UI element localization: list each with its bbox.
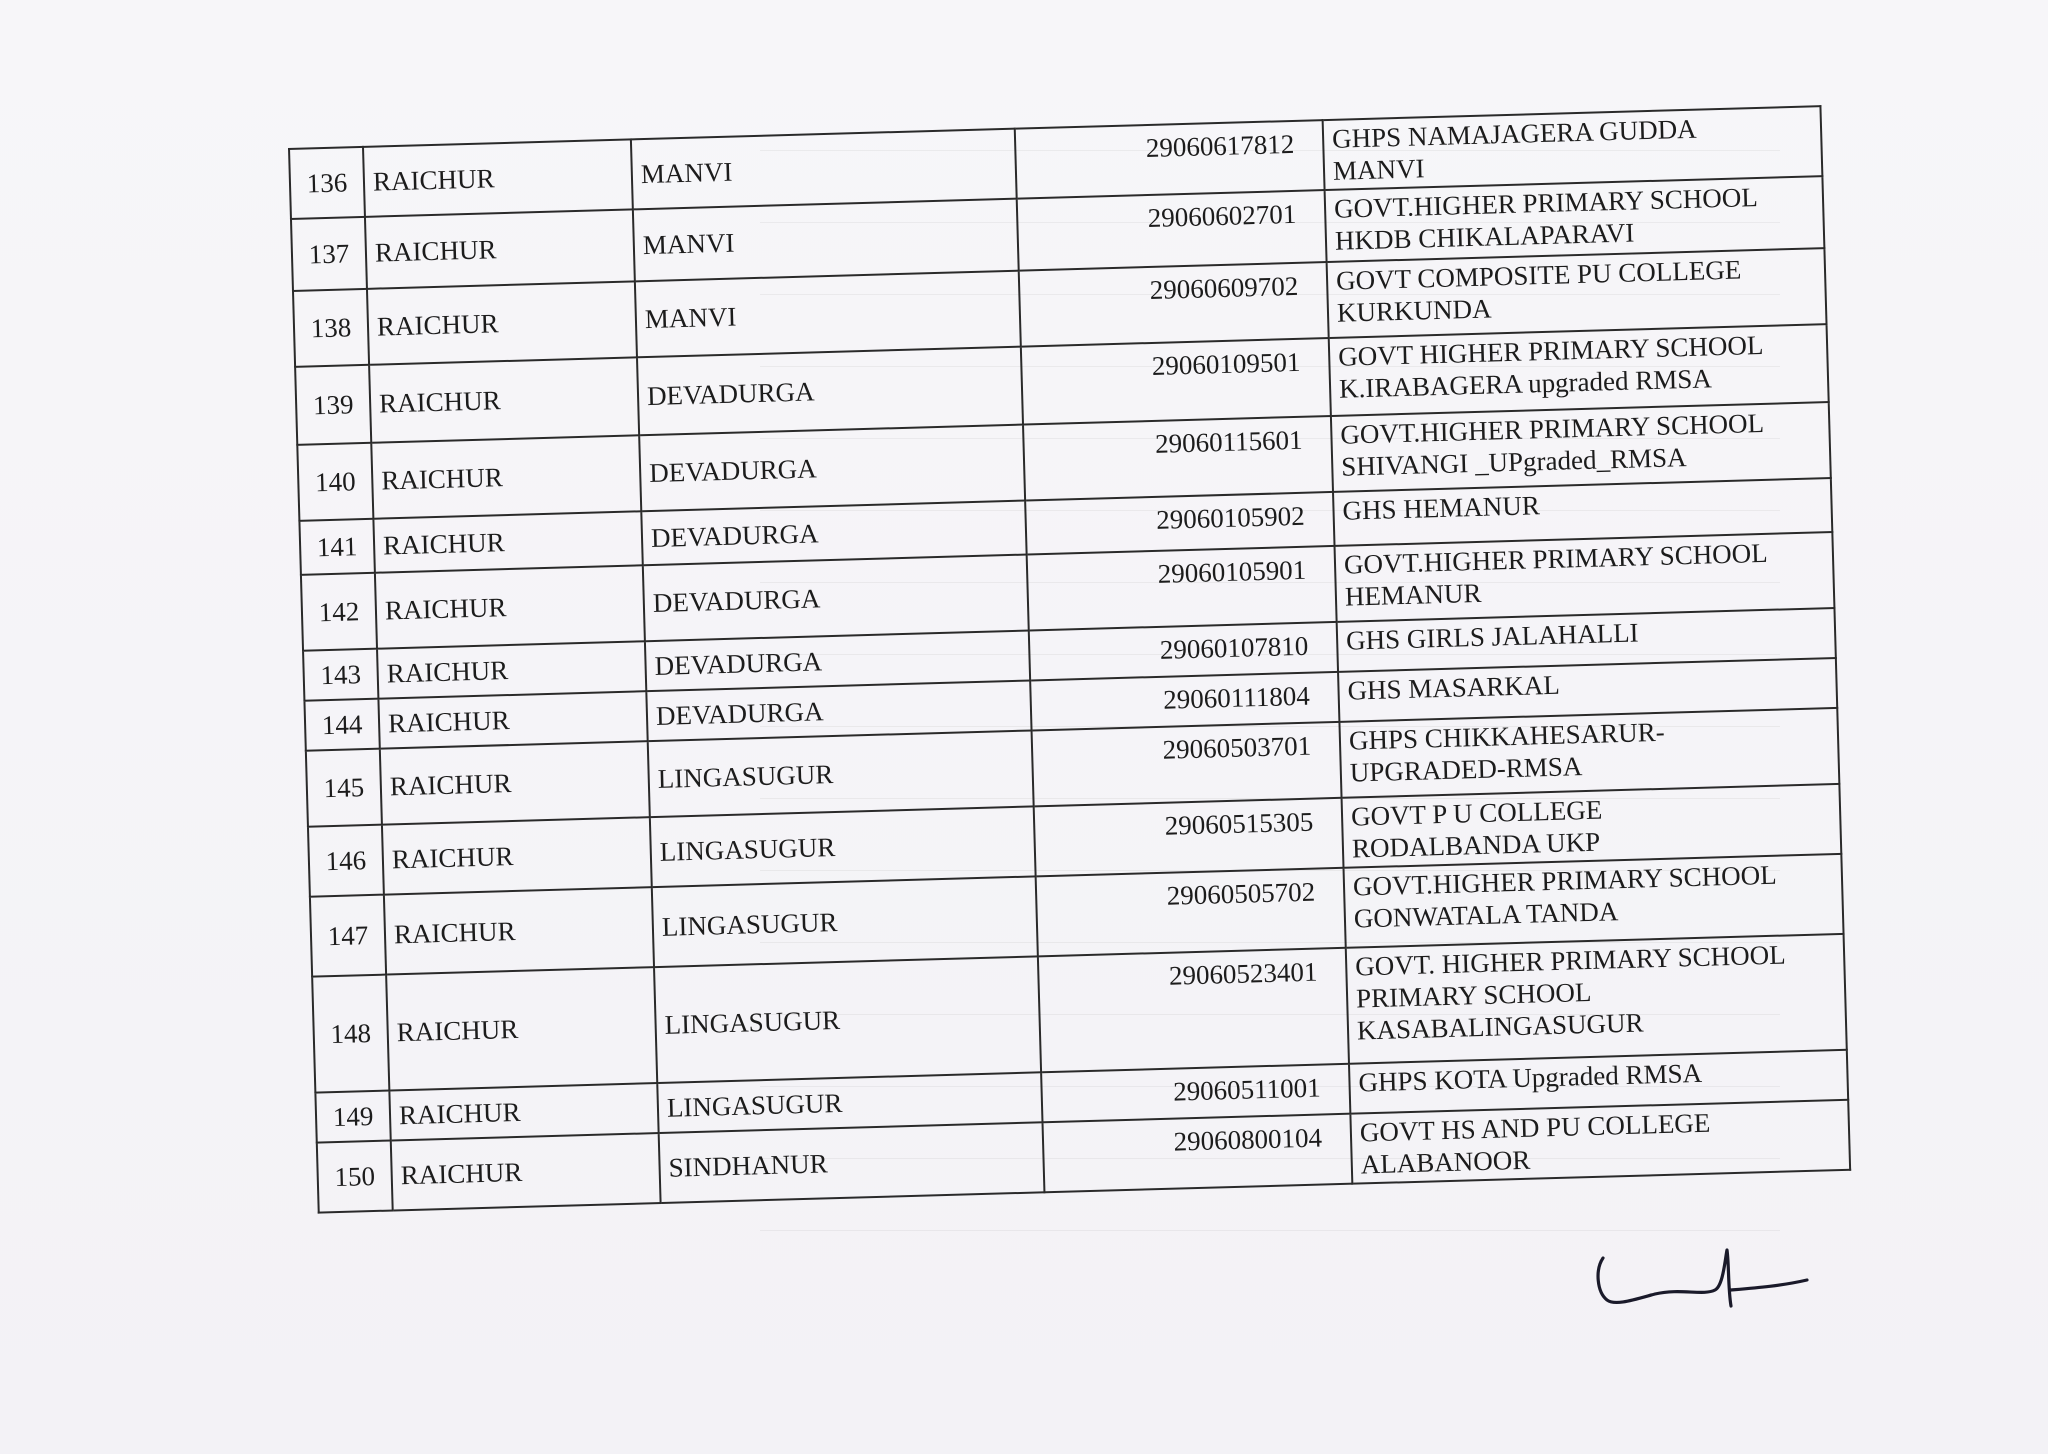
school-name-cell — [1327, 248, 1827, 338]
school-name-line: GOVT COMPOSITE PU COLLEGE — [1335, 254, 1742, 296]
school-name-line: GOVT.HIGHER PRIMARY SCHOOL — [1333, 181, 1759, 224]
school-name-cell — [1344, 854, 1844, 948]
school-name-line: GOVT.HIGHER PRIMARY SCHOOL — [1339, 407, 1765, 450]
school-name-cell — [1346, 934, 1847, 1064]
udise-code-cell: 29060503701 — [1032, 722, 1342, 807]
udise-code-cell: 29060105902 — [1025, 492, 1334, 555]
udise-code-cell: 29060107810 — [1029, 622, 1338, 681]
serial-number-cell: 143 — [303, 649, 378, 701]
udise-code-cell: 29060109501 — [1021, 338, 1331, 425]
udise-code-cell: 29060515305 — [1034, 798, 1344, 877]
block-cell: LINGASUGUR — [652, 876, 1038, 967]
school-name-cell — [1339, 708, 1839, 798]
school-name-line: PRIMARY SCHOOL — [1355, 976, 1592, 1014]
district-cell: RAICHUR — [391, 1133, 661, 1210]
udise-code-cell: 29060617812 — [1015, 120, 1325, 199]
block-cell: MANVI — [631, 129, 1017, 210]
school-name-line: GOVT P U COLLEGE — [1350, 794, 1603, 832]
district-cell: RAICHUR — [369, 357, 639, 442]
school-name-cell — [1331, 402, 1831, 492]
block-cell: DEVADURGA — [641, 501, 1026, 566]
udise-code-cell: 29060115601 — [1023, 416, 1333, 501]
serial-number-cell: 136 — [289, 147, 365, 219]
udise-code-cell: 29060105901 — [1027, 546, 1337, 631]
udise-code-cell: 29060523401 — [1038, 948, 1349, 1073]
serial-number-cell: 147 — [310, 895, 386, 977]
block-cell: LINGASUGUR — [654, 956, 1041, 1083]
school-name-line: GHPS CHIKKAHESARUR- — [1348, 716, 1666, 756]
block-cell: DEVADURGA — [645, 631, 1030, 692]
school-name-line: ALABANOOR — [1360, 1144, 1531, 1180]
school-name-line: GOVT. HIGHER PRIMARY SCHOOL — [1354, 939, 1787, 982]
school-name-line: GONWATALA TANDA — [1353, 896, 1619, 934]
school-name-line: GOVT HIGHER PRIMARY SCHOOL — [1337, 329, 1764, 372]
udise-code-cell: 29060505702 — [1036, 868, 1346, 957]
serial-number-cell: 150 — [317, 1141, 393, 1213]
serial-number-cell: 142 — [301, 573, 377, 651]
school-list-table — [288, 105, 1851, 1213]
block-cell: LINGASUGUR — [648, 730, 1034, 817]
school-name-line: UPGRADED-RMSA — [1349, 751, 1583, 788]
school-name-line: GOVT.HIGHER PRIMARY SCHOOL — [1352, 859, 1778, 902]
school-name-cell — [1329, 324, 1829, 416]
school-name-line: GOVT.HIGHER PRIMARY SCHOOL — [1343, 537, 1769, 580]
school-name-line: GHS GIRLS JALAHALLI — [1345, 617, 1639, 656]
district-cell: RAICHUR — [367, 281, 637, 364]
district-cell: RAICHUR — [365, 209, 635, 288]
block-cell: DEVADURGA — [639, 425, 1025, 512]
school-name-line: HEMANUR — [1344, 577, 1482, 612]
serial-number-cell: 146 — [308, 825, 384, 897]
serial-number-cell: 141 — [299, 519, 374, 575]
school-name-line: HKDB CHIKALAPARAVI — [1334, 217, 1635, 256]
district-cell: RAICHUR — [371, 435, 641, 518]
school-name-line: MANVI — [1332, 153, 1425, 186]
district-cell: RAICHUR — [389, 1083, 658, 1140]
serial-number-cell: 137 — [291, 217, 367, 291]
district-cell: RAICHUR — [380, 741, 650, 824]
school-list-table-container — [288, 105, 1851, 1213]
block-cell: MANVI — [633, 199, 1019, 282]
school-name-cell — [1335, 532, 1835, 622]
block-cell: DEVADURGA — [646, 680, 1031, 741]
school-name-line: GHS HEMANUR — [1342, 490, 1541, 526]
block-cell: DEVADURGA — [643, 555, 1029, 642]
udise-code-cell: 29060511001 — [1041, 1064, 1350, 1123]
block-cell: SINDHANUR — [659, 1122, 1045, 1203]
school-name-line: RODALBANDA UKP — [1351, 826, 1601, 864]
school-name-line: KASABALINGASUGUR — [1356, 1007, 1644, 1046]
district-cell: RAICHUR — [384, 887, 654, 974]
block-cell: MANVI — [635, 271, 1021, 358]
serial-number-cell: 148 — [312, 975, 389, 1093]
school-name-line: KURKUNDA — [1336, 293, 1492, 328]
district-cell: RAICHUR — [386, 967, 657, 1090]
school-name-line: GOVT HS AND PU COLLEGE — [1359, 1107, 1711, 1148]
block-cell: LINGASUGUR — [650, 806, 1036, 887]
udise-code-cell: 29060609702 — [1019, 262, 1329, 347]
table-body — [289, 106, 1850, 1212]
udise-code-cell: 29060800104 — [1042, 1114, 1352, 1193]
district-cell: RAICHUR — [382, 817, 652, 894]
school-name-line: GHPS KOTA Upgraded RMSA — [1358, 1057, 1703, 1098]
serial-number-cell: 149 — [315, 1091, 390, 1143]
school-name-cell — [1325, 176, 1825, 262]
school-name-line: SHIVANGI _UPgraded_RMSA — [1340, 442, 1687, 482]
school-name-line: K.IRABAGERA upgraded RMSA — [1338, 363, 1713, 404]
district-cell: RAICHUR — [377, 641, 646, 698]
handwritten-signature — [1585, 1230, 1825, 1320]
udise-code-cell: 29060602701 — [1017, 190, 1327, 271]
district-cell: RAICHUR — [363, 139, 633, 216]
school-name-line: GHPS NAMAJAGERA GUDDA — [1331, 113, 1697, 154]
serial-number-cell: 138 — [293, 289, 369, 367]
serial-number-cell: 139 — [295, 365, 371, 445]
school-name-line: GHS MASARKAL — [1347, 669, 1561, 706]
serial-number-cell: 145 — [306, 749, 382, 827]
serial-number-cell: 140 — [297, 443, 373, 521]
udise-code-cell: 29060111804 — [1030, 672, 1339, 731]
school-name-cell — [1350, 1100, 1850, 1184]
block-cell: DEVADURGA — [637, 347, 1023, 436]
block-cell: LINGASUGUR — [657, 1072, 1042, 1133]
district-cell: RAICHUR — [373, 511, 642, 572]
district-cell: RAICHUR — [378, 691, 647, 748]
serial-number-cell: 144 — [304, 699, 379, 751]
district-cell: RAICHUR — [375, 565, 645, 648]
